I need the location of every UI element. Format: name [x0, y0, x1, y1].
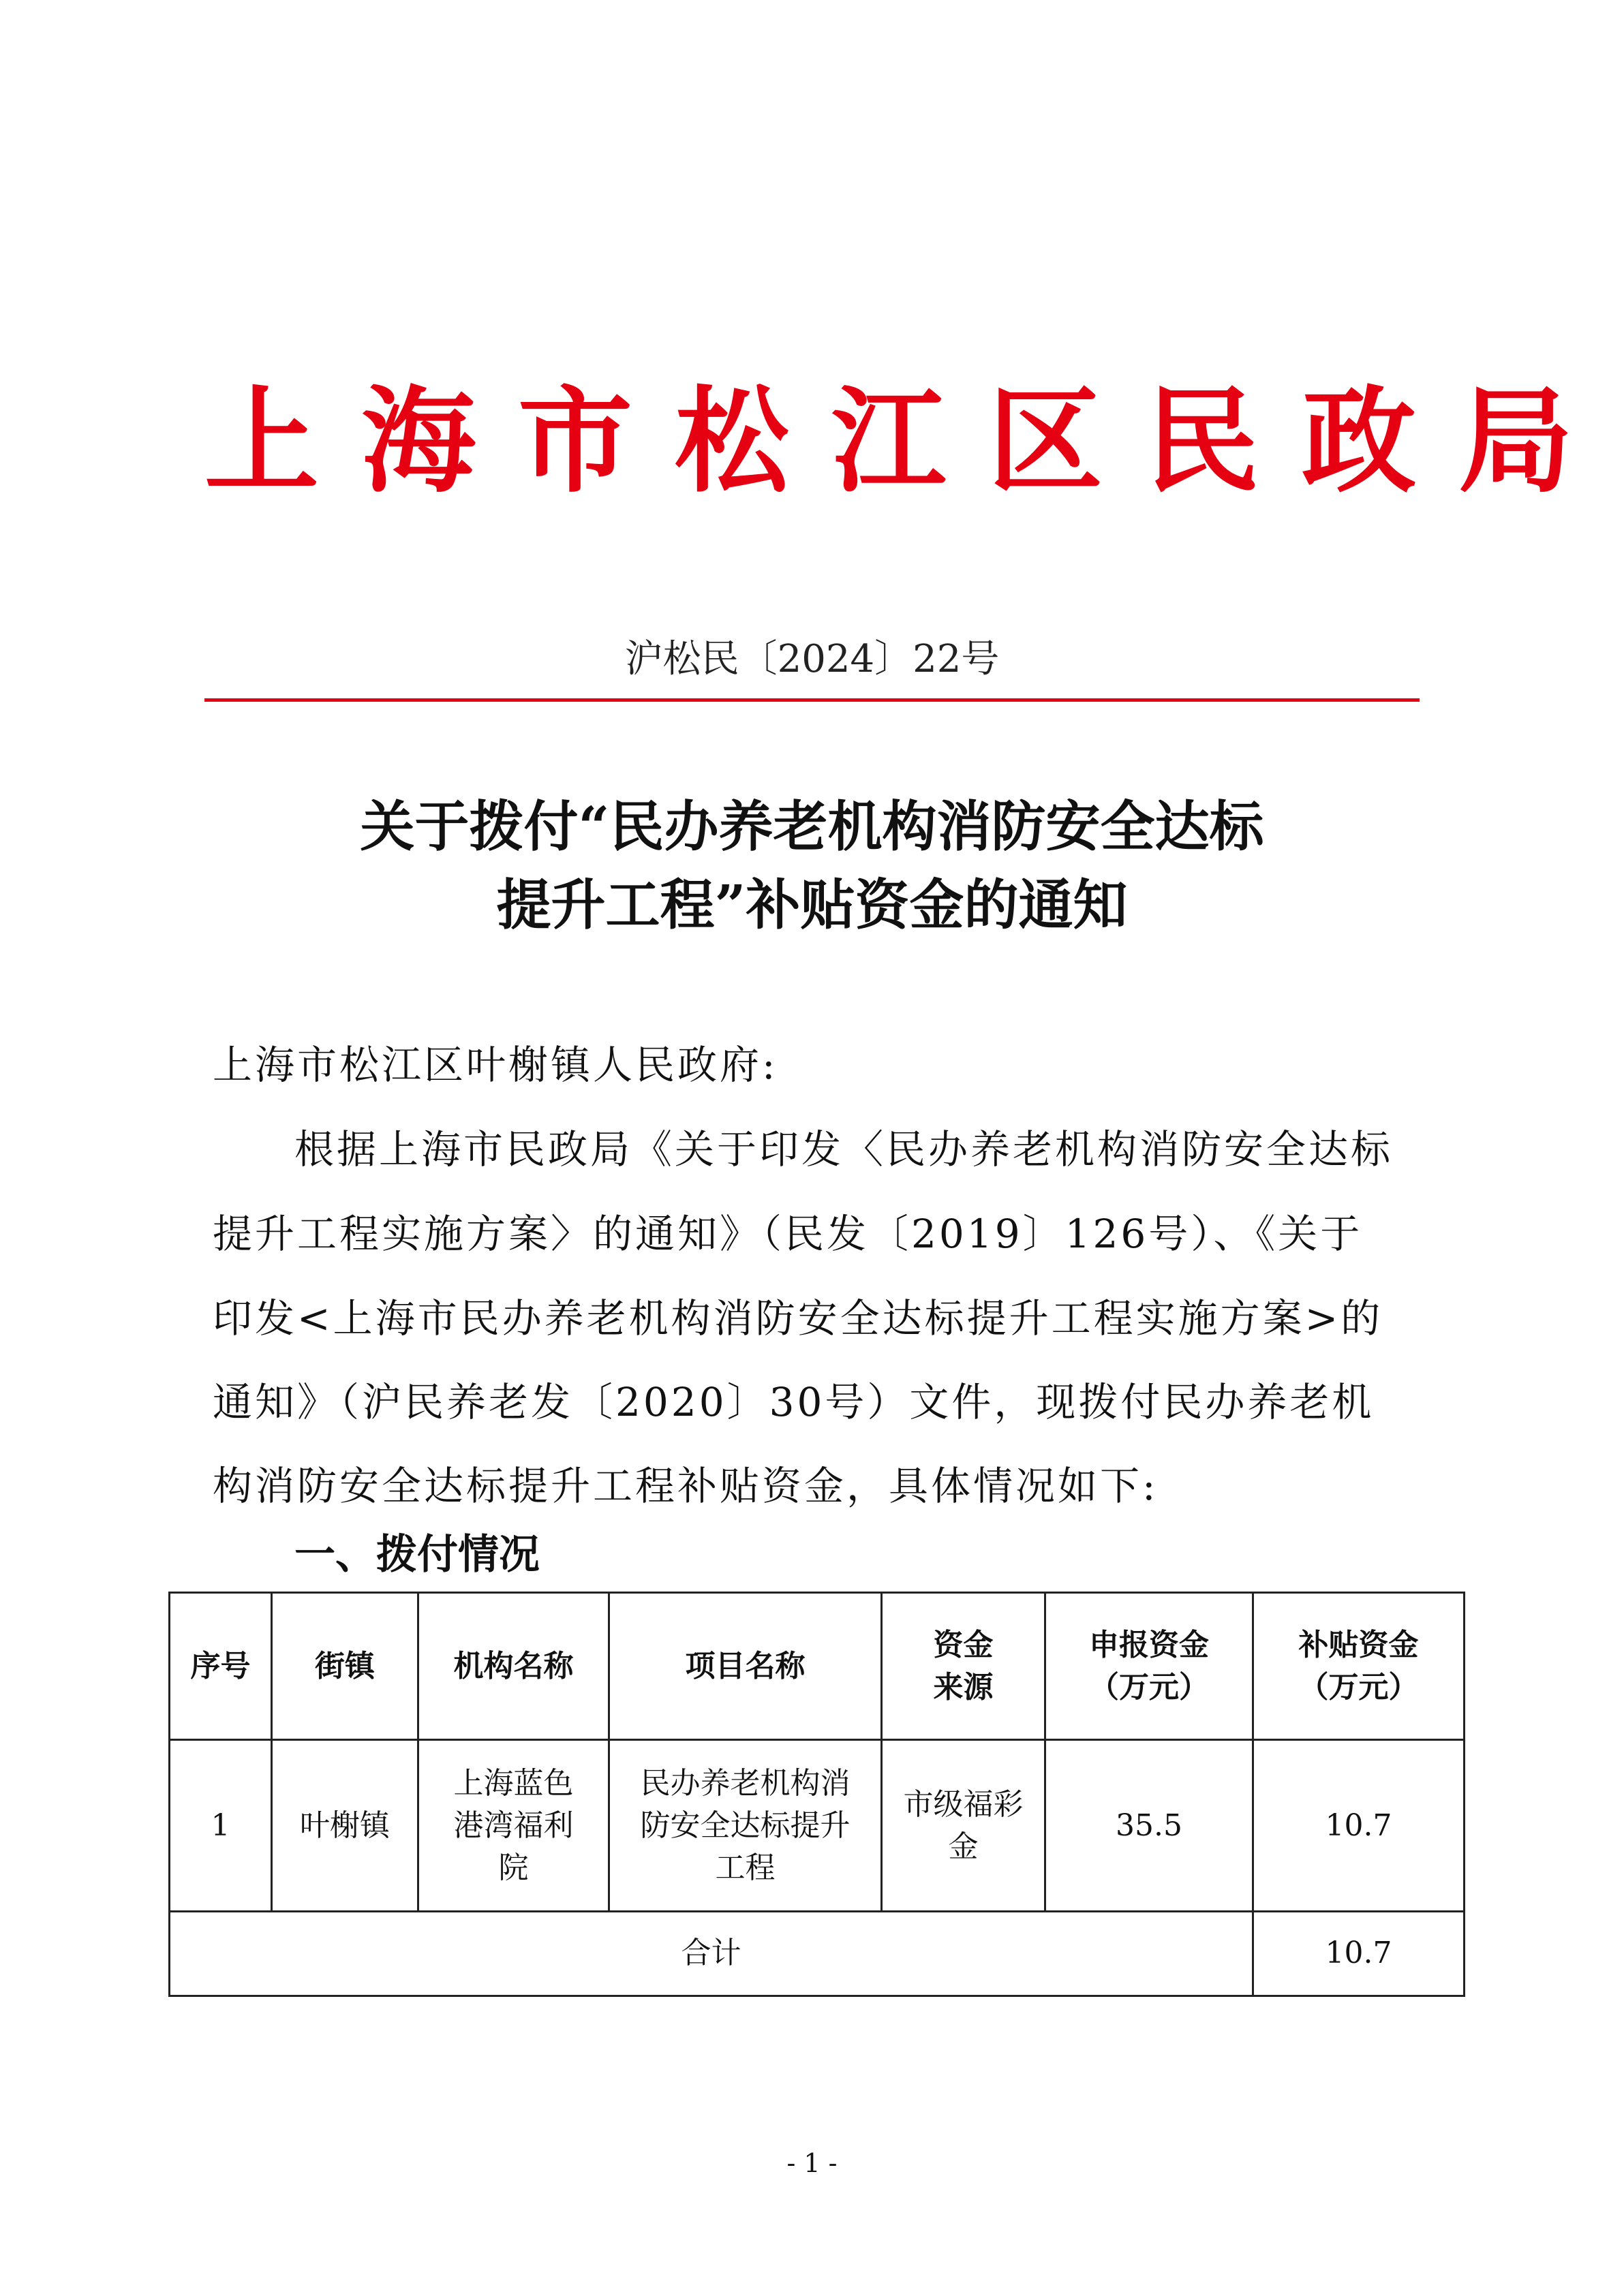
table-header-row	[170, 1593, 1465, 1740]
header-declared-funds: 申报资金 （万元）	[1045, 1593, 1253, 1740]
issuing-organization-header: 上海市松江区民政局	[204, 375, 1615, 508]
cell-org-name: 上海蓝色 港湾福利 院	[418, 1740, 609, 1911]
header-town: 街镇	[272, 1593, 418, 1740]
red-divider-line	[204, 698, 1420, 702]
header-subsidy-funds: 补贴资金 （万元）	[1253, 1593, 1465, 1740]
header-project-name: 项目名称	[609, 1593, 882, 1740]
cell-declared-funds: 35.5	[1045, 1740, 1253, 1911]
body-paragraph-line: 构消防安全达标提升工程补贴资金，具体情况如下:	[213, 1463, 1159, 1509]
header-seq: 序号	[170, 1593, 272, 1740]
body-paragraph-line: 提升工程实施方案〉的通知》（民发〔2019〕126号）、《关于	[213, 1211, 1363, 1257]
body-paragraph-line: 印发<上海市民办养老机构消防安全达标提升工程实施方案>的	[213, 1295, 1383, 1341]
cell-project-name: 民办养老机构消 防安全达标提升 工程	[609, 1740, 882, 1911]
cell-subsidy-funds: 10.7	[1253, 1740, 1465, 1911]
table-row	[170, 1740, 1465, 1911]
header-fund-source: 资金 来源	[882, 1593, 1045, 1740]
table-total-row	[170, 1911, 1465, 1996]
allocation-table	[168, 1592, 1465, 1997]
addressee: 上海市松江区叶榭镇人民政府:	[213, 1042, 778, 1088]
cell-seq: 1	[170, 1740, 272, 1911]
document-title-line-1: 关于拨付“民办养老机构消防安全达标	[360, 794, 1264, 858]
page-number: - 1 -	[786, 2148, 838, 2178]
document-title-line-2: 提升工程”补贴资金的通知	[496, 873, 1128, 937]
total-label: 合计	[170, 1911, 1253, 1996]
cell-town: 叶榭镇	[272, 1740, 418, 1911]
total-value: 10.7	[1253, 1911, 1465, 1996]
header-org-name: 机构名称	[418, 1593, 609, 1740]
document-number: 沪松民〔2024〕22号	[624, 637, 1000, 681]
body-paragraph-line: 根据上海市民政局《关于印发〈民办养老机构消防安全达标	[294, 1126, 1394, 1173]
body-paragraph-line: 通知》（沪民养老发〔2020〕30号）文件，现拨付民办养老机	[213, 1379, 1375, 1425]
section-heading: 一、拨付情况	[294, 1531, 540, 1579]
cell-fund-source: 市级福彩 金	[882, 1740, 1045, 1911]
